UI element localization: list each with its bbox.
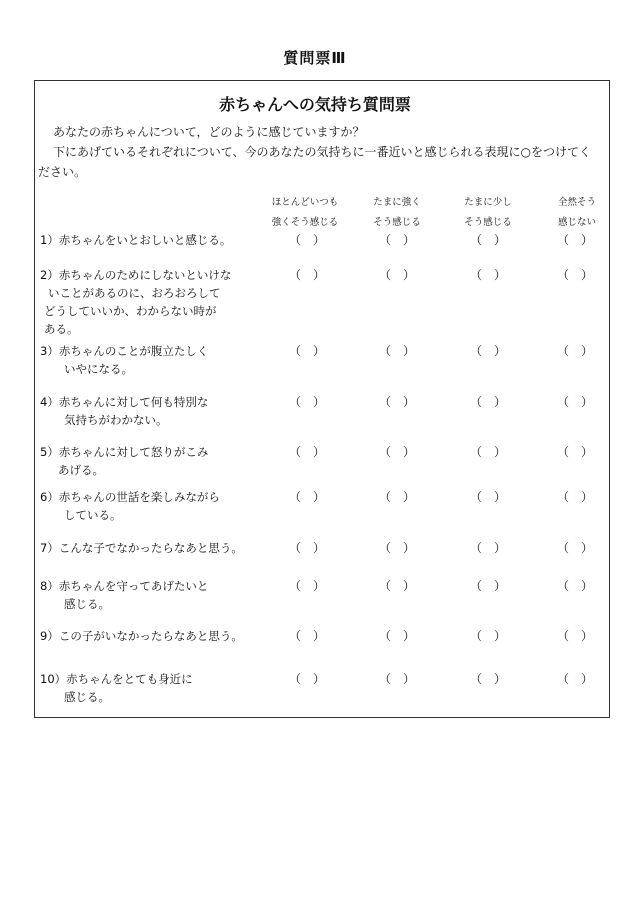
question-6 (40, 488, 220, 524)
answer-choice-q2-c1[interactable]: （ ） (288, 268, 325, 282)
question-9 (40, 627, 243, 645)
question-text: 9）この子がいなかったらなあと思う。 (40, 629, 243, 643)
column-header-line: 強くそう感じる (271, 217, 339, 228)
answer-choice-q7-c4[interactable]: （ ） (556, 541, 593, 555)
answer-choice-q7-c2[interactable]: （ ） (378, 541, 415, 555)
column-header-sometimes-slight (443, 193, 533, 233)
question-text: あげる。 (58, 463, 104, 477)
answer-choice-q3-c4[interactable]: （ ） (556, 344, 593, 358)
answer-choice-q3-c2[interactable]: （ ） (378, 344, 415, 358)
question-text: 6）赤ちゃんの世話を楽しみながら (40, 490, 220, 504)
answer-choice-q5-c2[interactable]: （ ） (378, 445, 415, 459)
answer-choice-q8-c3[interactable]: （ ） (469, 579, 506, 593)
question-text: ある。 (44, 322, 79, 336)
answer-choice-q6-c4[interactable]: （ ） (556, 490, 593, 504)
form-title: 赤ちゃんへの気持ち質問票 (219, 95, 411, 114)
answer-choice-q10-c3[interactable]: （ ） (469, 672, 506, 686)
answer-choice-q5-c3[interactable]: （ ） (469, 445, 506, 459)
answer-choice-q4-c4[interactable]: （ ） (556, 395, 593, 409)
answer-choice-q9-c4[interactable]: （ ） (556, 629, 593, 643)
column-header-line: ほとんどいつも (271, 197, 339, 208)
column-header-line: そう感じる (373, 217, 421, 228)
answer-choice-q9-c3[interactable]: （ ） (469, 629, 506, 643)
answer-choice-q4-c1[interactable]: （ ） (288, 395, 325, 409)
answer-choice-q1-c1[interactable]: （ ） (288, 233, 325, 247)
column-header-line: そう感じる (464, 217, 512, 228)
answer-choice-q8-c1[interactable]: （ ） (288, 579, 325, 593)
question-2 (40, 266, 231, 338)
question-text: 2）赤ちゃんのためにしないといけな (40, 268, 232, 282)
column-header-never (532, 193, 622, 233)
answer-choice-q6-c1[interactable]: （ ） (288, 490, 325, 504)
column-header-always (260, 193, 350, 233)
answer-choice-q9-c1[interactable]: （ ） (288, 629, 325, 643)
question-text: 感じる。 (64, 690, 110, 704)
answer-choice-q5-c4[interactable]: （ ） (556, 445, 593, 459)
question-4 (40, 393, 208, 429)
column-header-line: たまに強く (373, 197, 421, 208)
answer-choice-q2-c3[interactable]: （ ） (469, 268, 506, 282)
answer-choice-q8-c2[interactable]: （ ） (378, 579, 415, 593)
answer-choice-q10-c2[interactable]: （ ） (378, 672, 415, 686)
question-text: 3）赤ちゃんのことが腹立たしく (40, 344, 209, 358)
answer-choice-q10-c4[interactable]: （ ） (556, 672, 593, 686)
answer-choice-q7-c3[interactable]: （ ） (469, 541, 506, 555)
question-10 (40, 670, 193, 706)
question-text: 感じる。 (64, 597, 110, 611)
question-7 (40, 539, 243, 557)
answer-choice-q1-c2[interactable]: （ ） (378, 233, 415, 247)
question-text: いやになる。 (64, 362, 133, 376)
intro-line-2: 下にあげているそれぞれについて、今のあなたの気持ちに一番近いと感じられる表現に○をつけてく (53, 145, 591, 159)
answer-choice-q3-c3[interactable]: （ ） (469, 344, 506, 358)
question-text: 7）こんな子でなかったらなあと思う。 (40, 541, 243, 555)
answer-choice-q1-c3[interactable]: （ ） (469, 233, 506, 247)
question-text: 10）赤ちゃんをとても身近に (40, 672, 193, 686)
question-text: 8）赤ちゃんを守ってあげたいと (40, 579, 209, 593)
intro-line-1: あなたの赤ちゃんについて，どのように感じていますか？ (53, 125, 365, 139)
column-header-line: 全然そう (557, 197, 596, 208)
answer-choice-q5-c1[interactable]: （ ） (288, 445, 325, 459)
column-header-sometimes-strong (352, 193, 442, 233)
column-header-line: たまに少し (464, 197, 512, 208)
question-text: 1）赤ちゃんをいとおしいと感じる。 (40, 233, 232, 247)
answer-choice-q6-c2[interactable]: （ ） (378, 490, 415, 504)
page-heading: 質問票Ⅲ (283, 49, 347, 67)
question-5 (40, 443, 208, 479)
answer-choice-q2-c2[interactable]: （ ） (378, 268, 415, 282)
answer-choice-q9-c2[interactable]: （ ） (378, 629, 415, 643)
answer-choice-q2-c4[interactable]: （ ） (556, 268, 593, 282)
answer-choice-q10-c1[interactable]: （ ） (288, 672, 325, 686)
question-text: いことがあるのに、おろおろして (48, 286, 221, 300)
question-3 (40, 342, 208, 378)
answer-choice-q4-c3[interactable]: （ ） (469, 395, 506, 409)
question-text: どうしていいか、わからない時が (44, 304, 217, 318)
question-8 (40, 577, 208, 613)
question-text: 5）赤ちゃんに対して怒りがこみ (40, 445, 209, 459)
answer-choice-q4-c2[interactable]: （ ） (378, 395, 415, 409)
answer-choice-q3-c1[interactable]: （ ） (288, 344, 325, 358)
question-1 (40, 231, 231, 249)
answer-choice-q1-c4[interactable]: （ ） (556, 233, 593, 247)
question-text: 4）赤ちゃんに対して何も特別な (40, 395, 209, 409)
intro-line-3: ださい。 (38, 165, 87, 179)
answer-choice-q7-c1[interactable]: （ ） (288, 541, 325, 555)
question-text: している。 (64, 508, 122, 522)
question-text: 気持ちがわかない。 (64, 413, 168, 427)
answer-choice-q8-c4[interactable]: （ ） (556, 579, 593, 593)
column-header-line: 感じない (557, 217, 596, 228)
answer-choice-q6-c3[interactable]: （ ） (469, 490, 506, 504)
